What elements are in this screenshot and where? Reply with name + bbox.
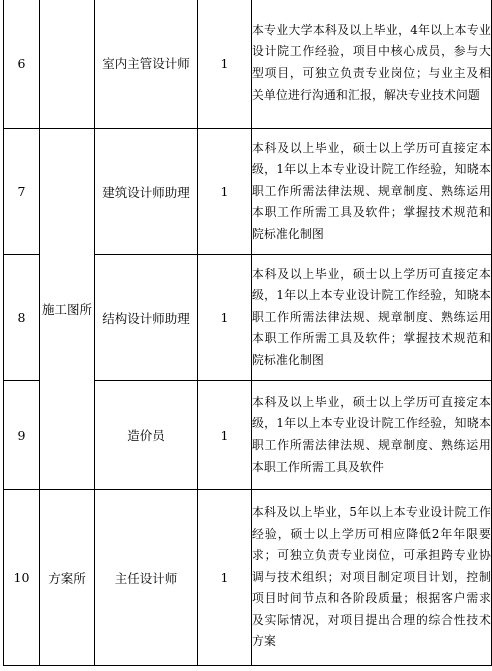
requirement-cell: 本科及以上毕业，硕士以上学历可直接定本级，1年以上本专业设计院工作经验，知晓本职工作所需法律法规、规章制度、熟练运用本职工作所需工具及软件；掌握技术规范和院标准化制图	[252, 255, 492, 381]
position-cell: 建筑设计师助理	[95, 129, 198, 255]
row-number: 9	[4, 381, 40, 490]
department-cell	[40, 0, 95, 129]
position-cell: 造价员	[95, 381, 198, 490]
job-table	[3, 0, 492, 666]
position-cell: 结构设计师助理	[95, 255, 198, 381]
requirement-cell: 本科及以上毕业，5年以上本专业设计院工作经验，硕士以上学历可相应降低2年年限要求；可独立负责专业岗位，可承担跨专业协调与技术组织；对项目制定项目计划，控制项目时间节点和各阶段质量；根据客户需求及实际情况，对项目提出合理的综合性技术方案	[252, 490, 492, 666]
headcount-cell: 1	[198, 490, 252, 666]
row-number: 6	[4, 0, 40, 129]
row-number: 8	[4, 255, 40, 381]
department-cell: 施工图所	[40, 129, 95, 490]
row-number: 7	[4, 129, 40, 255]
headcount-cell: 1	[198, 129, 252, 255]
department-cell: 方案所	[40, 490, 95, 666]
headcount-cell: 1	[198, 255, 252, 381]
headcount-cell: 1	[198, 381, 252, 490]
table-row	[4, 129, 492, 255]
row-number: 10	[4, 490, 40, 666]
position-cell: 室内主管设计师	[95, 0, 198, 129]
requirement-cell: 本科及以上毕业，硕士以上学历可直接定本级，1年以上本专业设计院工作经验，知晓本职工作所需法律法规、规章制度、熟练运用本职工作所需工具及软件；掌握技术规范和院标准化制图	[252, 129, 492, 255]
table-row	[4, 490, 492, 666]
position-cell: 主任设计师	[95, 490, 198, 666]
headcount-cell: 1	[198, 0, 252, 129]
table-row	[4, 0, 492, 129]
requirement-cell: 本专业大学本科及以上毕业，4年以上本专业设计院工作经验，项目中核心成员，参与大型项目，可独立负责专业岗位；与业主及相关单位进行沟通和汇报，解决专业技术问题	[252, 0, 492, 129]
requirement-cell: 本科及以上毕业，硕士以上学历可直接定本级，1年以上本专业设计院工作经验，知晓本职工作所需法律法规、规章制度、熟练运用本职工作所需工具及软件	[252, 381, 492, 490]
